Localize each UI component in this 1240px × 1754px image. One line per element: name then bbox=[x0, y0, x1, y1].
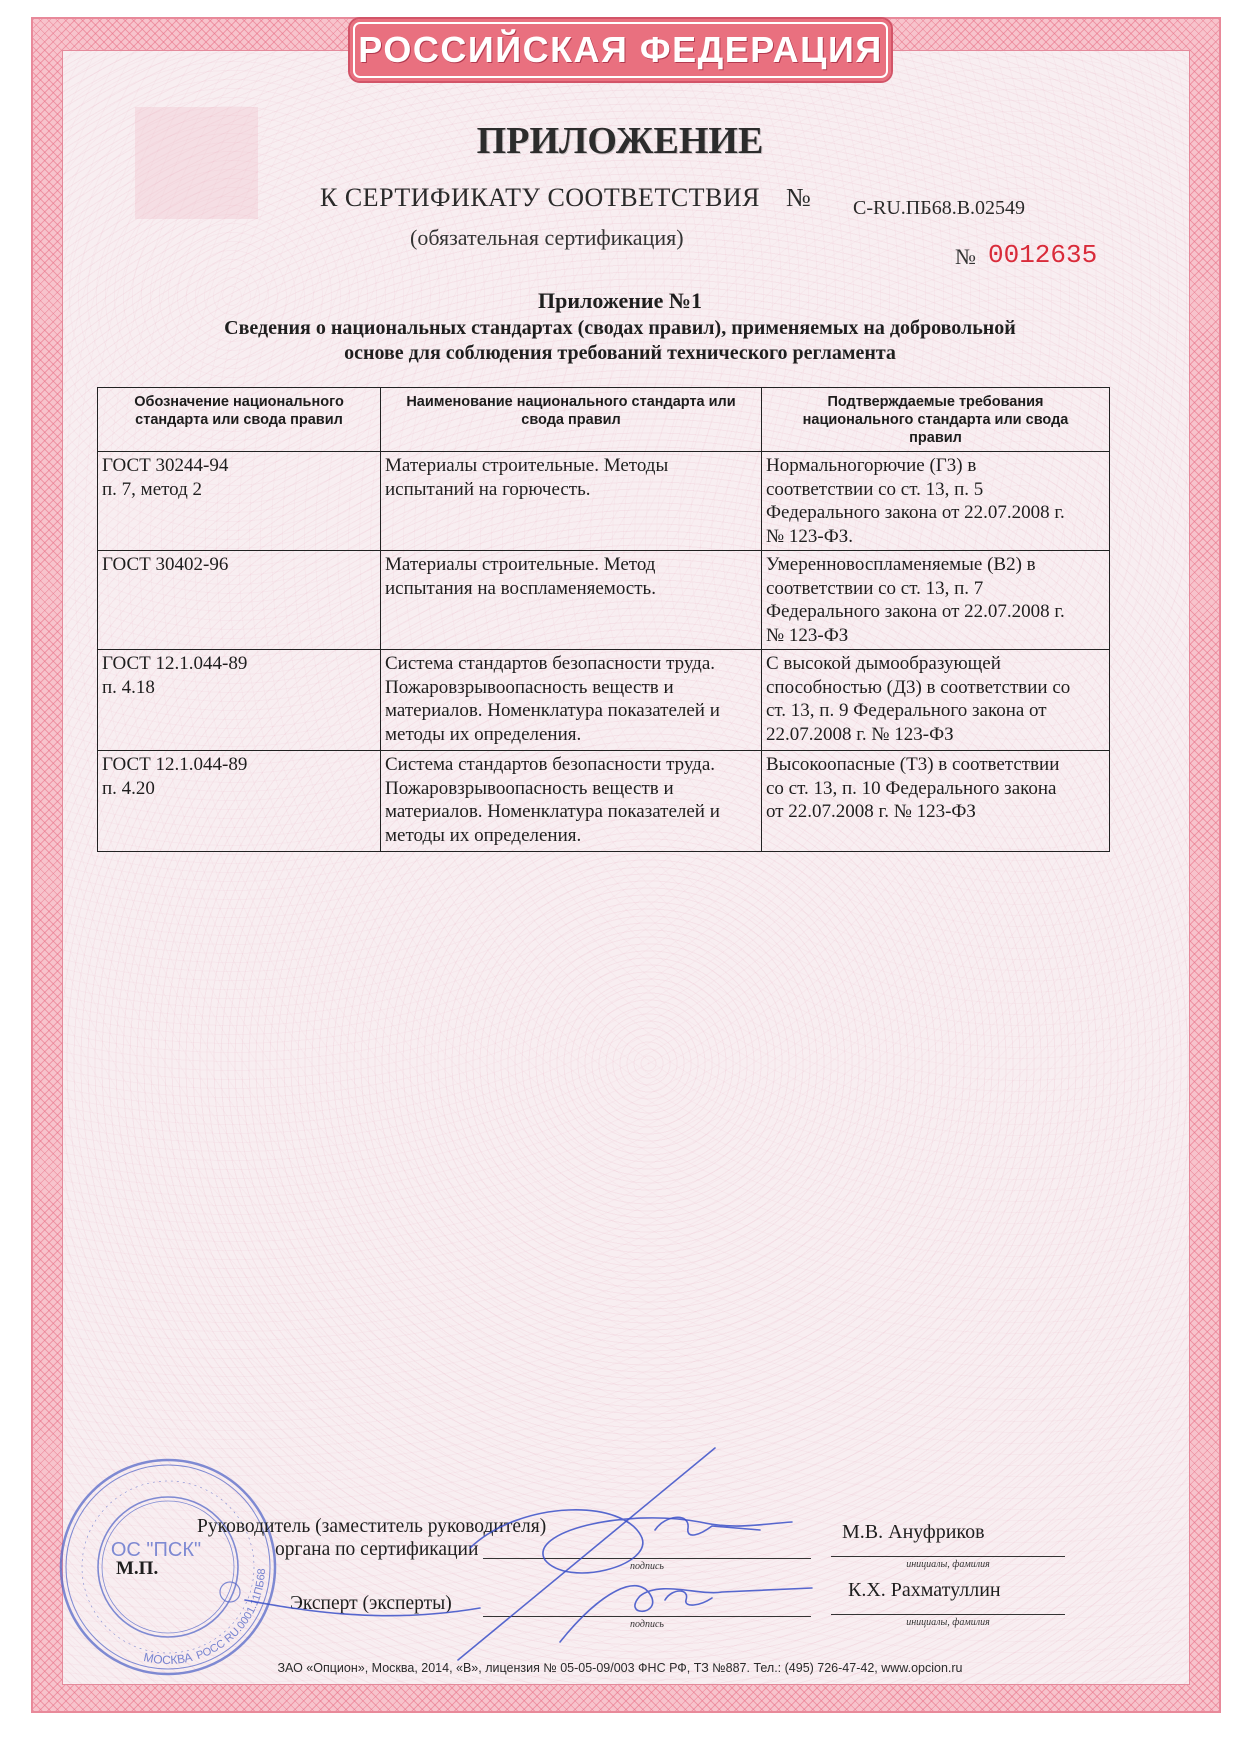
table-header-cell: Наименование национального стандарта или свода правил bbox=[381, 388, 762, 452]
expert-signature bbox=[245, 1600, 480, 1616]
table-cell: Материалы строительные. Методы испытаний на горючесть. bbox=[381, 452, 762, 551]
table-cell: Материалы строительные. Метод испытания на воспламеняемость. bbox=[381, 551, 762, 650]
expert-signature-label: Эксперт (эксперты) bbox=[290, 1593, 452, 1614]
table-cell: Высокоопасные (Т3) в соответствии со ст. 13, п. 10 Федерального закона от 22.07.2008 г. № 123-ФЗ bbox=[762, 751, 1110, 852]
appendix-description-line-1: Сведения о национальных стандартах (сводах правил), применяемых на добровольной bbox=[224, 317, 1016, 339]
table-cell: ГОСТ 30244-94 п. 7, метод 2 bbox=[98, 452, 381, 551]
expert-signature-caption: подпись bbox=[630, 1619, 664, 1630]
expert-name: К.Х. Рахматуллин bbox=[848, 1579, 1001, 1601]
table-cell: Нормальногорючие (Г3) в соответствии со ст. 13, п. 5 Федерального закона от 22.07.2008 г. № 123-ФЗ. bbox=[762, 452, 1110, 551]
table-header-cell: Подтверждаемые требования национального стандарта или свода правил bbox=[762, 388, 1110, 452]
seal-place-label: М.П. bbox=[116, 1558, 159, 1579]
handwritten-signatures bbox=[0, 1400, 1240, 1700]
table-row bbox=[98, 751, 1110, 852]
appendix-description-line-2: основе для соблюдения требований технического регламента bbox=[344, 342, 896, 364]
stamp-city: МОСКВА bbox=[142, 1650, 194, 1668]
head-signature bbox=[470, 1510, 792, 1573]
table-cell: Система стандартов безопасности труда. Пожаровзрывоопасность веществ и материалов. Номенклатура показателей и методы их определения. bbox=[381, 650, 762, 751]
table-cell: Система стандартов безопасности труда. Пожаровзрывоопасность веществ и материалов. Номенклатура показателей и методы их определения. bbox=[381, 751, 762, 852]
standards-table bbox=[97, 387, 1110, 852]
head-signature-label-line-2: органа по сертификации bbox=[275, 1539, 479, 1560]
country-banner: РОССИЙСКАЯ ФЕДЕРАЦИЯ bbox=[348, 17, 893, 83]
head-name: М.В. Ануфриков bbox=[842, 1521, 985, 1543]
expert-name-caption: инициалы, фамилия bbox=[906, 1617, 990, 1628]
table-header-cell: Обозначение национального стандарта или свода правил bbox=[98, 388, 381, 452]
form-number-sign: № bbox=[955, 244, 976, 269]
table-header-row bbox=[98, 388, 1110, 452]
certification-type: (обязательная сертификация) bbox=[410, 225, 684, 250]
table-cell: ГОСТ 30402-96 bbox=[98, 551, 381, 650]
form-serial-number: 0012635 bbox=[988, 240, 1098, 270]
table-cell: ГОСТ 12.1.044-89 п. 4.18 bbox=[98, 650, 381, 751]
certificate-number-sign: № bbox=[786, 183, 811, 212]
table-cell: ГОСТ 12.1.044-89 п. 4.20 bbox=[98, 751, 381, 852]
table-row bbox=[98, 650, 1110, 751]
head-name-caption: инициалы, фамилия bbox=[906, 1559, 990, 1570]
head-signature-caption: подпись bbox=[630, 1561, 664, 1572]
appendix-heading: Приложение №1 bbox=[538, 288, 702, 313]
expert-signature bbox=[665, 1591, 712, 1605]
table-row bbox=[98, 551, 1110, 650]
table-cell: Умеренновоспламеняемые (В2) в соответствии со ст. 13, п. 7 Федерального закона от 22.07.2008 г. № 123-ФЗ bbox=[762, 551, 1110, 650]
document-title: ПРИЛОЖЕНИЕ bbox=[476, 120, 764, 162]
table-cell: С высокой дымообразующей способностью (Д3) в соответствии со ст. 13, п. 9 Федерального закона от 22.07.2008 г. № 123-ФЗ bbox=[762, 650, 1110, 751]
document-subtitle: К СЕРТИФИКАТУ СООТВЕТСТВИЯ bbox=[320, 183, 761, 212]
stamp-registration: РОСС RU.0001.11ПБ68 bbox=[194, 1568, 269, 1663]
head-signature-label-line-1: Руководитель (заместитель руководителя) bbox=[197, 1516, 547, 1537]
stamp-center-text: ОС "ПСК" bbox=[110, 1539, 202, 1561]
table-row bbox=[98, 452, 1110, 551]
certificate-number: C-RU.ПБ68.В.02549 bbox=[853, 197, 1026, 219]
printer-footer: ЗАО «Опцион», Москва, 2014, «В», лицензия № 05-05-09/003 ФНС РФ, ТЗ №887. Тел.: (495) 726-47-42, www.opcion.ru bbox=[277, 1661, 963, 1675]
head-signature bbox=[458, 1448, 715, 1660]
